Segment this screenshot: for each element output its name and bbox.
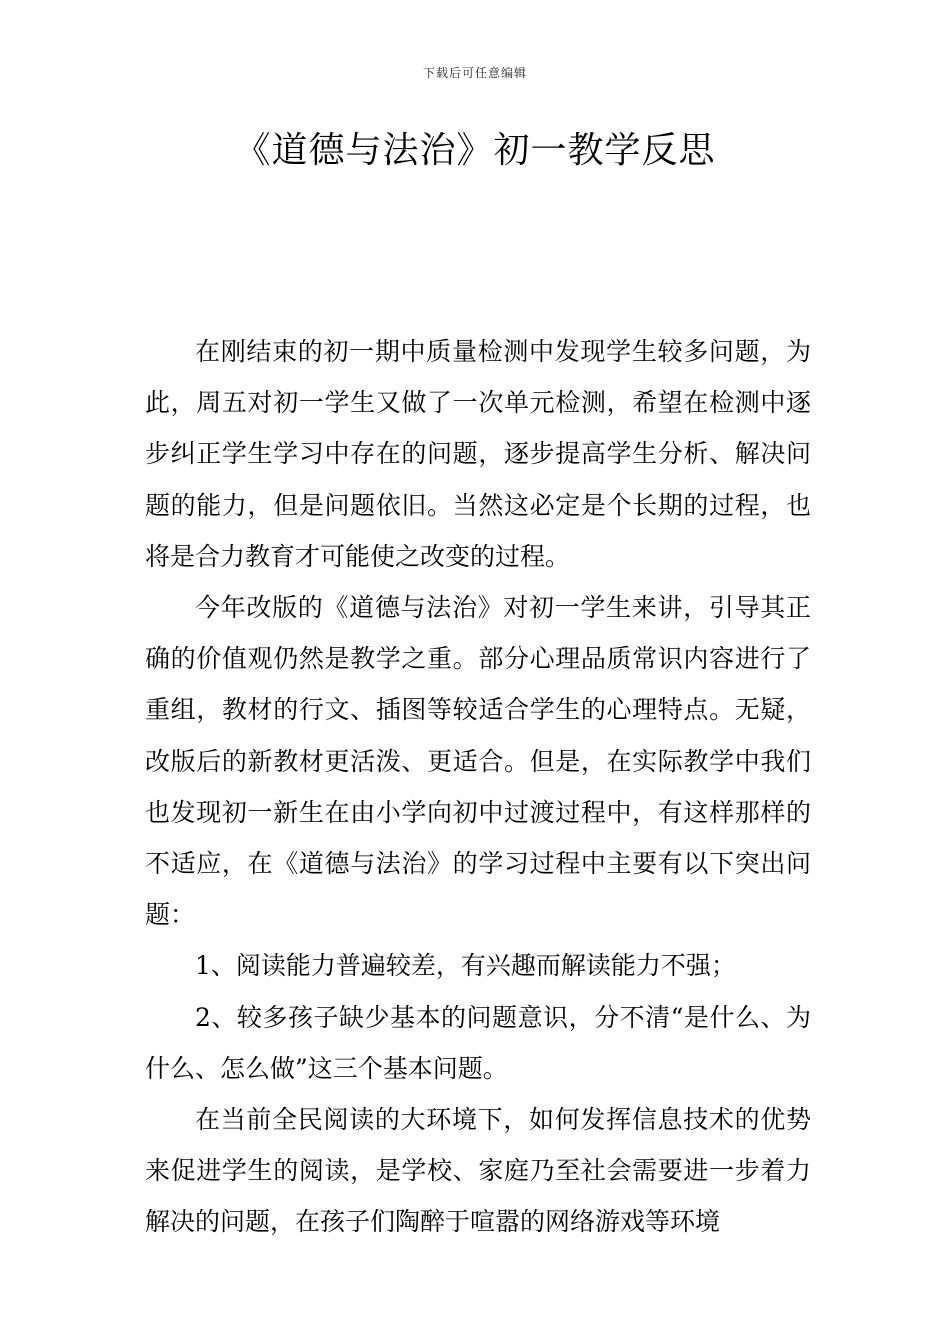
paragraph-4: 2、较多孩子缺少基本的问题意识，分不清“是什么、为什么、怎么做”这三个基本问题。 (145, 1002, 811, 1083)
paragraph-1: 在刚结束的初一期中质量检测中发现学生较多问题，为此，周五对初一学生又做了一次单元检测，希望在检测中逐步纠正学生学习中存在的问题，逐步提高学生分析、解决问题的能力，但是问题依旧。当然这必定是个长期的过程，也将是合力教育才可能使之改变的过程。 (145, 337, 811, 571)
paragraph-5: 在当前全民阅读的大环境下，如何发挥信息技术的优势来促进学生的阅读，是学校、家庭乃至社会需要进一步着力解决的问题，在孩子们陶醉于喧嚣的网络游戏等环境 (145, 1105, 811, 1237)
paragraph-2: 今年改版的《道德与法治》对初一学生来讲，引导其正确的价值观仍然是教学之重。部分心理品质常识内容进行了重组，教材的行文、插图等较适合学生的心理特点。无疑，改版后的新教材更活泼、更适合。但是，在实际教学中我们也发现初一新生在由小学向初中过渡过程中，有这样那样的不适应，在《道德与法治》的学习过程中主要有以下突出问题： (145, 593, 811, 930)
header-note: 下载后可任意编辑 (422, 66, 527, 80)
page-title: 《道德与法治》初一教学反思 (234, 130, 716, 171)
paragraph-3: 1、阅读能力普遍较差，有兴趣而解读能力不强； (195, 951, 736, 981)
document-body (145, 326, 811, 1248)
